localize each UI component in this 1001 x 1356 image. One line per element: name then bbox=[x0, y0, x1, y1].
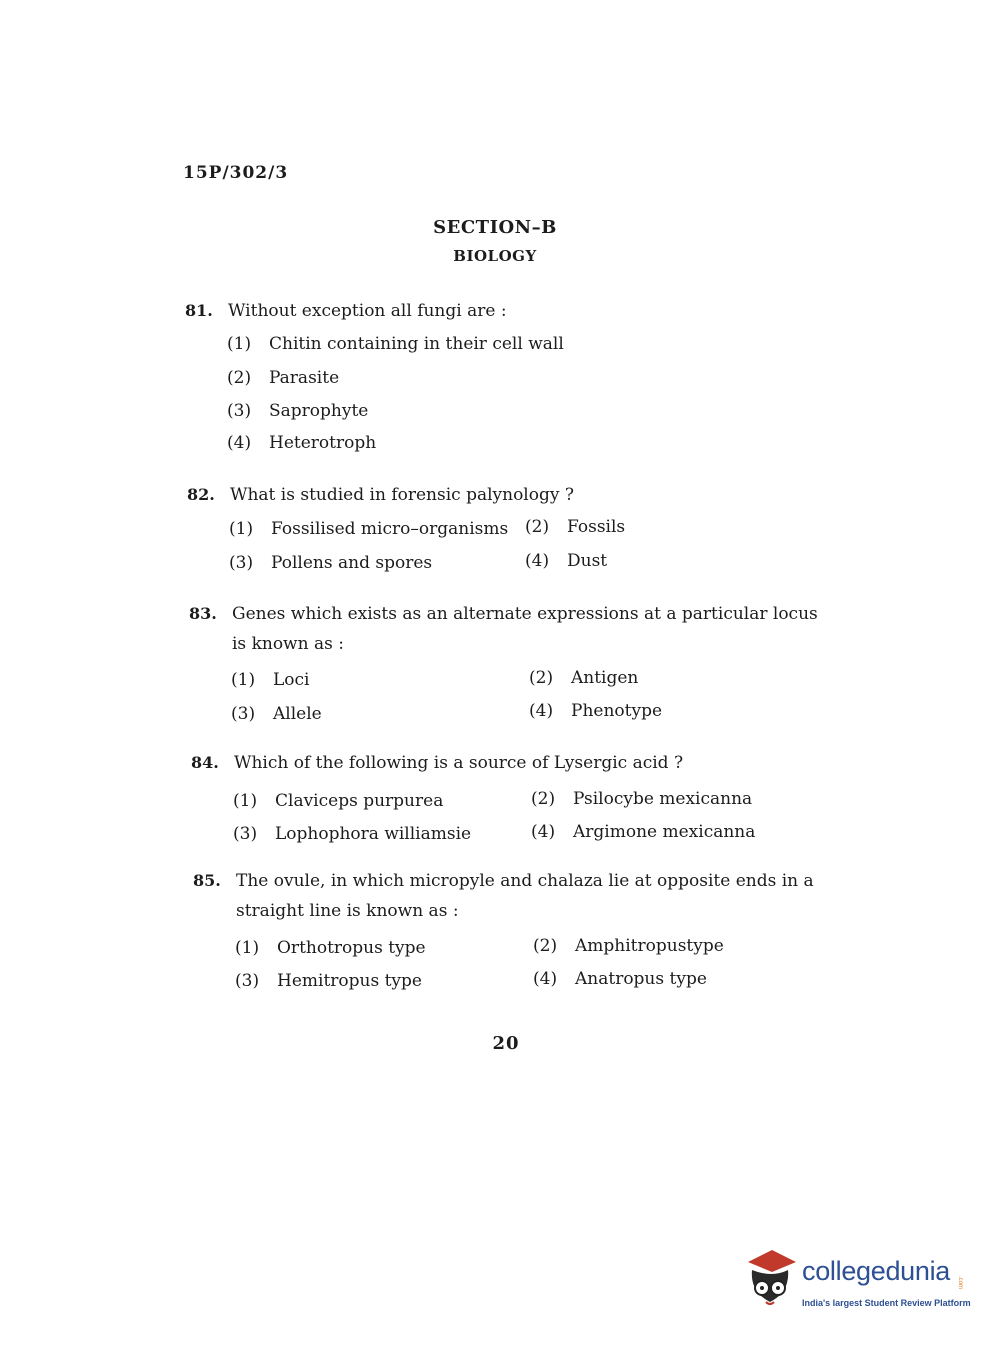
brand-tagline: India's largest Student Review Platform bbox=[802, 1298, 971, 1308]
option-number: (1) bbox=[227, 334, 252, 354]
question-85 bbox=[193, 866, 843, 996]
option-text: Phenotype bbox=[571, 701, 663, 721]
option-2 bbox=[525, 512, 625, 542]
question-text: Genes which exists as an alternate expressions at a particular locus is known as : bbox=[232, 604, 818, 654]
question-text: Which of the following is a source of Lysergic acid ? bbox=[234, 753, 684, 773]
option-1 bbox=[229, 514, 508, 544]
option-number: (3) bbox=[229, 553, 254, 573]
collegedunia-watermark bbox=[742, 1248, 972, 1318]
option-number: (3) bbox=[233, 824, 258, 844]
option-text: Chitin containing in their cell wall bbox=[269, 334, 564, 354]
option-number: (4) bbox=[529, 701, 554, 721]
option-number: (2) bbox=[529, 668, 554, 688]
option-number: (4) bbox=[525, 551, 550, 571]
question-number: 85. bbox=[193, 871, 221, 890]
page-number: 20 bbox=[492, 1033, 520, 1054]
option-number: (4) bbox=[531, 822, 556, 842]
option-text: Allele bbox=[273, 704, 322, 724]
subject-title: BIOLOGY bbox=[453, 247, 537, 265]
option-3 bbox=[233, 819, 471, 849]
option-2 bbox=[531, 784, 752, 814]
option-number: (3) bbox=[231, 704, 256, 724]
option-4 bbox=[533, 964, 707, 994]
section-title: SECTION–B bbox=[433, 217, 557, 238]
option-4 bbox=[227, 428, 376, 458]
question-number: 81. bbox=[185, 301, 213, 320]
option-number: (3) bbox=[235, 971, 260, 991]
option-number: (2) bbox=[227, 368, 252, 388]
option-number: (4) bbox=[227, 433, 252, 453]
option-number: (1) bbox=[231, 670, 256, 690]
question-82 bbox=[187, 480, 827, 580]
option-text: Argimone mexicanna bbox=[573, 822, 756, 842]
option-number: (1) bbox=[229, 519, 254, 539]
question-81 bbox=[185, 296, 825, 466]
option-4 bbox=[529, 696, 662, 726]
option-number: (2) bbox=[531, 789, 556, 809]
option-text: Lophophora williamsie bbox=[275, 824, 472, 844]
mascot-icon bbox=[742, 1248, 798, 1310]
question-text: The ovule, in which micropyle and chalaza lie at opposite ends in a straight line is known as : bbox=[236, 871, 814, 921]
question-84 bbox=[191, 748, 841, 848]
question-83 bbox=[189, 599, 839, 729]
option-text: Anatropus type bbox=[575, 969, 707, 989]
option-text: Parasite bbox=[269, 368, 340, 388]
option-text: Antigen bbox=[571, 668, 639, 688]
option-3 bbox=[229, 548, 432, 578]
option-text: Fossils bbox=[567, 517, 626, 537]
option-1 bbox=[235, 933, 426, 963]
brand-domain: .com bbox=[957, 1276, 963, 1290]
question-text: What is studied in forensic palynology ? bbox=[230, 485, 574, 505]
option-text: Dust bbox=[567, 551, 608, 571]
option-text: Claviceps purpurea bbox=[275, 791, 444, 811]
option-number: (4) bbox=[533, 969, 558, 989]
question-number: 83. bbox=[189, 604, 217, 623]
option-3 bbox=[235, 966, 422, 996]
option-4 bbox=[525, 546, 607, 576]
option-2 bbox=[227, 363, 339, 393]
option-3 bbox=[231, 699, 322, 729]
option-text: Hemitropus type bbox=[277, 971, 422, 991]
option-2 bbox=[533, 931, 724, 961]
option-text: Pollens and spores bbox=[271, 553, 433, 573]
option-text: Fossilised micro–organisms bbox=[271, 519, 509, 539]
option-text: Amphitropustype bbox=[575, 936, 724, 956]
option-number: (3) bbox=[227, 401, 252, 421]
option-text: Psilocybe mexicanna bbox=[573, 789, 753, 809]
option-number: (1) bbox=[233, 791, 258, 811]
option-number: (1) bbox=[235, 938, 260, 958]
option-text: Heterotroph bbox=[269, 433, 377, 453]
option-number: (2) bbox=[525, 517, 550, 537]
option-text: Loci bbox=[273, 670, 310, 690]
option-1 bbox=[233, 786, 443, 816]
option-4 bbox=[531, 817, 755, 847]
question-number: 84. bbox=[191, 753, 219, 772]
option-1 bbox=[227, 329, 564, 359]
option-1 bbox=[231, 665, 309, 695]
option-3 bbox=[227, 396, 368, 426]
option-text: Saprophyte bbox=[269, 401, 369, 421]
question-text: Without exception all fungi are : bbox=[228, 301, 507, 321]
option-2 bbox=[529, 663, 638, 693]
option-number: (2) bbox=[533, 936, 558, 956]
option-text: Orthotropus type bbox=[277, 938, 426, 958]
brand-name: collegedunia bbox=[802, 1256, 951, 1286]
question-number: 82. bbox=[187, 485, 215, 504]
paper-code: 15P/302/3 bbox=[183, 163, 289, 183]
